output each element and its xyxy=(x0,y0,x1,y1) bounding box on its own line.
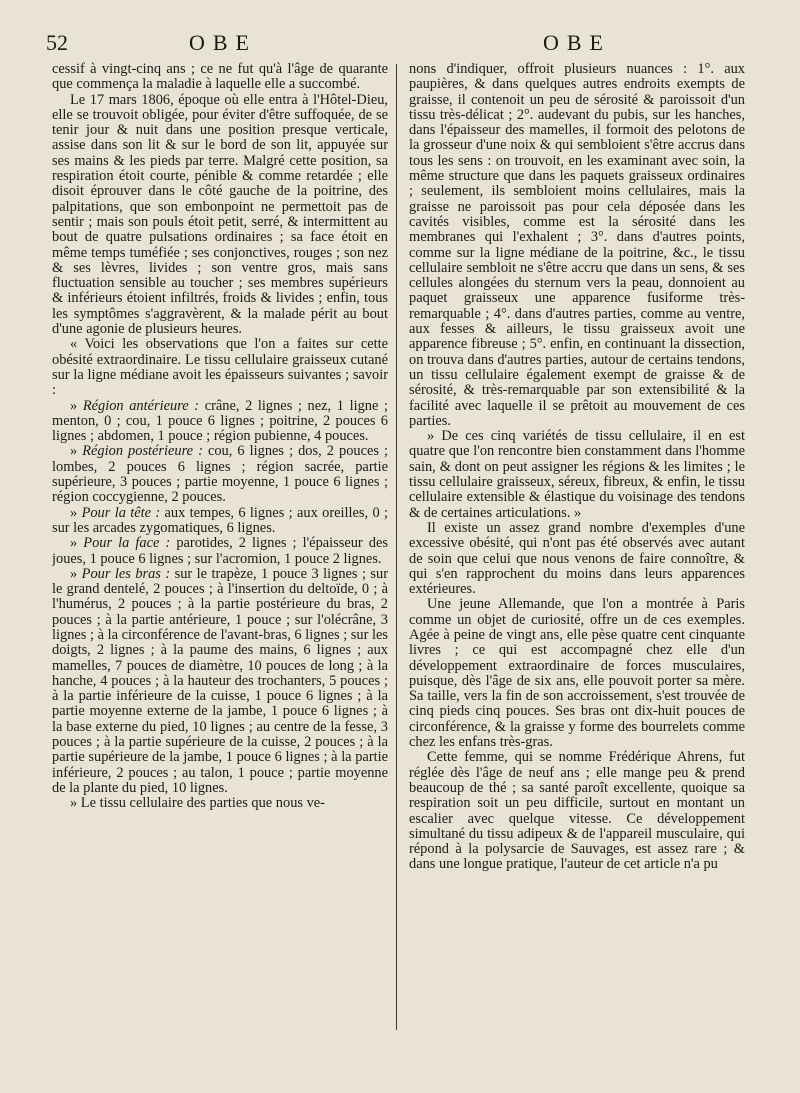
page-number: 52 xyxy=(46,30,68,55)
paragraph: » Le tissu cellulaire des parties que nous ve- xyxy=(70,795,325,812)
paragraph: Le 17 mars 1806, époque où elle entra à l'Hôtel-Dieu, elle se trouvoit obligée, pour éviter d'être suffoquée, de se tenir jour & nuit dans une position presque verticale, assise dans son lit & sur le bord de son lit, appuyée sur ses mains & les pieds par terre. Malgré cette position, sa respiration étoit courte, pénible & comme retardée ; elle disoit éprouver dans le côté gauche de la poitrine, des palpitations, que son embonpoint ne permettoit pas de sentir ; mais son pouls étoit petit, serré, & intermittent au bout de quatre pulsations ordinaires ; sa face étoit en même temps tuméfiée ; ses conjonctives, rouges ; son nez & ses lèvres, livides ; son ventre gros, mais sans fluctuation sensible au toucher ; ses membres supérieurs & inférieurs étoient infiltrés, froids & livides ; enfin, tous les symptômes s'aggravèrent, & la malade périt au bout d'une agonie de plusieurs heures. xyxy=(52,91,388,338)
paragraph: Cette femme, qui se nomme Frédérique Ahrens, fut réglée dès l'âge de neuf ans ; elle mange peu & prend beaucoup de thé ; sa santé paroît excellente, quoique sa respiration soit un peu difficile, surtout en montant un escalier avec quelque vitesse. Ce développement simultané du tissu adipeux & de l'appareil musculaire, qui répond à la polysarcie de Sauvages, est assez rare ; & dans une longue pratique, l'auteur de cet article n'a pu xyxy=(409,749,745,873)
paragraph: » Pour la tête : aux tempes, 6 lignes ; aux oreilles, 0 ; sur les arcades zygomatiques, 6 lignes. xyxy=(52,504,388,536)
paragraph: Il existe un assez grand nombre d'exemples d'une excessive obésité, qui n'ont pas été observés avec autant de soin que celui que nous venons de faire connoître, & qui s'en rapprochent du moins dans leurs apparences extérieures. xyxy=(409,519,745,598)
paragraph-text: crâne, 2 lignes ; nez, 1 ligne ; menton, 0 ; cou, 1 pouce 6 lignes ; poitrine, 2 pouces 6 lignes ; abdomen, 1 pouce ; région pubienne, 4 pouces. xyxy=(52,397,388,445)
paragraph: » Région antérieure : crâne, 2 lignes ; nez, 1 ligne ; menton, 0 ; cou, 1 pouce 6 lignes ; poitrine, 2 pouces 6 lignes ; abdomen, 1 pouce ; région pubienne, 4 pouces. xyxy=(52,397,388,445)
region-label: Pour la tête : xyxy=(81,504,161,521)
paragraph-text: parotides, 2 lignes ; l'épaisseur des joues, 1 pouce 6 lignes ; sur l'acromion, 1 pouce 2 lignes. xyxy=(52,535,388,567)
region-label: Pour les bras : xyxy=(81,565,171,582)
paragraph: Une jeune Allemande, que l'on a montrée à Paris comme un objet de curiosité, offre un de ces exemples. Agée à peine de vingt ans, elle pèse quatre cent cinquante livres ; ce qui est accompagné chez elle d'un développement extraordinaire de forces musculaires, puisque, dès l'âge de six ans, elle pouvoit porter sa mère. Sa taille, vers la fin de son accroissement, s'est trouvée de cinq pieds cinq pouces. Ses bras ont dix-huit pouces de circonférence, & la graisse y forme des bourrelets comme chez les enfans très-gras. xyxy=(409,596,745,751)
continued-paragraph: cessif à vingt-cinq ans ; ce ne fut qu'à l'âge de quarante que commença la maladie à laquelle elle a succombé. xyxy=(52,62,388,93)
paragraph: « Voici les observations que l'on a faites sur cette obésité extraordinaire. Le tissu cellulaire graisseux cutané sur la ligne médiane avoit les épaisseurs suivantes ; savoir : xyxy=(52,336,388,399)
paragraph: » Pour les bras : sur le trapèze, 1 pouce 3 lignes ; sur le grand dentelé, 2 pouces ; à l'insertion du deltoïde, 0 ; à l'humérus, 2 pouces ; à la partie postérieure du bras, 2 pouces ; à la partie antérieure, 1 pouce ; sur l'olécrâne, 3 lignes ; à la circonférence de l'avant-bras, 6 lignes ; sur les doigts, 2 lignes ; à la paume des mains, 6 lignes ; aux mamelles, 7 pouces de diamètre, 10 pouces de long ; à la hanche, 4 pouces ; à la hauteur des trochanters, 5 pouces ; à la partie inférieure de la cuisse, 1 pouce 6 lignes ; à la partie moyenne externe de la jambe, 1 pouce 6 lignes ; à la base externe du pied, 10 lignes ; au centre de la fesse, 3 pouces ; à la partie supérieure de la cuisse, 2 pouces ; à la partie supérieure de la jambe, 1 pouce 6 lignes ; à la partie inférieure, 2 pouces ; au talon, 1 pouce ; partie moyenne de la plante du pied, 10 lignes. xyxy=(52,565,388,796)
paragraph: » Région postérieure : cou, 6 lignes ; dos, 2 pouces ; lombes, 2 pouces 6 lignes ; région sacrée, partie supérieure, 3 pouces ; partie moyenne, 1 pouce 6 lignes ; région coccygienne, 2 pouces. xyxy=(52,443,388,506)
paragraph-text: aux tempes, 6 lignes ; aux oreilles, 0 ; sur les arcades zygomatiques, 6 lignes. xyxy=(52,504,388,536)
paragraph: » De ces cinq variétés de tissu cellulaire, il en est quatre que l'on rencontre bien constamment dans l'homme sain, & dont on peut assigner les régions & les limites ; le tissu cellulaire graisseux, séreux, fibreux, & enfin, le tissu cellulaire extensible & élastique du voisinage des tendons & de certaines articulations. » xyxy=(409,428,745,521)
paragraph-text: sur le trapèze, 1 pouce 3 lignes ; sur le grand dentelé, 2 pouces ; à l'insertion du deltoïde, 0 ; à l'humérus, 2 pouces ; à la partie postérieure du bras, 2 pouces ; à la partie antérieure, 1 pouce ; sur l'olécrâne, 3 lignes ; à la circonférence de l'avant-bras, 6 lignes ; sur les doigts, 2 lignes ; à la paume des mains, 6 lignes ; aux mamelles, 7 pouces de diamètre, 10 pouces de long ; à la hanche, 4 pouces ; à la hauteur des trochanters, 5 pouces ; à la partie inférieure de la cuisse, 1 pouce 6 lignes ; à la partie moyenne externe de la jambe, 1 pouce 6 lignes ; à la base externe du pied, 10 lignes ; au centre de la fesse, 3 pouces ; à la partie supérieure de la cuisse, 2 pouces ; à la partie supérieure de la jambe, 1 pouce 6 lignes ; à la partie inférieure, 2 pouces ; au talon, 1 pouce ; partie moyenne de la plante du pied, 10 lignes. xyxy=(52,565,388,796)
left-column xyxy=(52,62,388,1042)
paragraph: » Pour la face : parotides, 2 lignes ; l'épaisseur des joues, 1 pouce 6 lignes ; sur l'acromion, 1 pouce 2 lignes. xyxy=(52,535,388,567)
paragraph-text: cou, 6 lignes ; dos, 2 pouces ; lombes, 2 pouces 6 lignes ; région sacrée, partie supérieure, 3 pouces ; partie moyenne, 1 pouce 6 lignes ; région coccygienne, 2 pouces. xyxy=(52,443,388,506)
running-head-right: OBE xyxy=(543,30,611,55)
column-divider xyxy=(396,64,397,1030)
region-label: Pour la face : xyxy=(83,535,171,552)
continued-paragraph: nons d'indiquer, offroit plusieurs nuances : 1°. aux paupières, & dans quelques autres endroits exempts de graisse, il contenoit un peu de sérosité & paroissoit d'un tissu très-délicat ; 2°. audevant du pubis, sur les hanches, dans l'épaisseur des mamelles, il formoit des pelotons de la grosseur d'une noix & qui sembloient s'être accrus dans tous les sens : on trouvoit, en les examinant avec soin, la même structure que dans les paquets graisseux ordinaires ; seulement, ils sembloient moins cellulaires, mais la graisse ne paroissoit pas pour cela déposée dans les cavités visibles, comme est la sérosité dans les membranes qui l'exhalent ; 3°. dans d'autres points, comme sur la ligne médiane de la poitrine, &c., le tissu cellulaire sembloit ne s'être accru que dans un sens, & ses cellules alongées du sternum vers la peau, donnoient au paquet graisseux une apparence fusiforme très-remarquable ; 4°. dans d'autres parties, comme au ventre, aux fesses & ailleurs, le tissu graisseux avoit une apparence fibreuse ; 5°. enfin, en continuant la dissection, on trouva dans d'autres parties, autour de certains tendons, un tissu cellulaire également exempt de graisse & de sérosité, & très-remarquable par son extensibilité & la facilité avec laquelle il se prêtoit au mouvement de ces parties. xyxy=(409,62,745,429)
region-label: Région antérieure : xyxy=(82,397,200,414)
right-column xyxy=(409,62,745,1042)
running-head-left: OBE xyxy=(189,30,257,55)
region-label: Région postérieure : xyxy=(82,443,203,460)
page-header xyxy=(46,30,754,58)
